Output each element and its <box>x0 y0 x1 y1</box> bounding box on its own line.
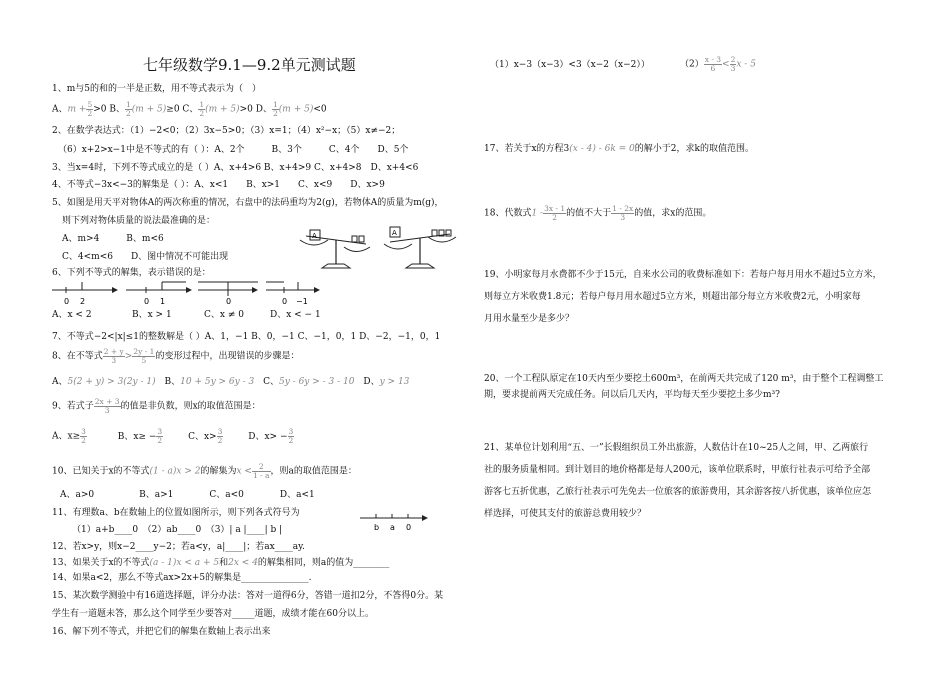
fraction: $\frac{1}{2}$ <box>199 100 205 118</box>
question-1: 1、m与5的和的一半是正数，用不等式表示为（ ） <box>52 84 261 94</box>
svg-text:1: 1 <box>160 297 166 306</box>
question-8: 8、在不等式 $\frac{2 + y}{3}$ > $\frac{2y - 1}{5}$ 的变形过程中，出现错误的步骤是： <box>52 347 300 365</box>
question-21-line3: 游客七五折优惠，乙旅行社表示可先免去一位旅客的旅游费用，其余游客按八折优惠，该单位应怎 <box>484 487 872 497</box>
question-15: 15、某次数学测验中有16道选择题，评分办法：答对一道得6分，答错一道扣2分，不答得0分。某 <box>52 591 444 601</box>
question-21-line2: 社的服务质量相同。到计划目的地价格都是每人200元，该单位联系时，甲旅行社表示可给予全部 <box>484 465 871 475</box>
question-19: 19、小明家每月水费都不少于15元，自来水公司的收费标准如下：若每户每月用水不超过5立方米， <box>484 270 882 280</box>
label-zero: 0 <box>406 523 412 532</box>
question-2-options: （6）x+2>x−1中是不等式的有（ ）：A、2个 B、3个 C、4个 D、5个 <box>58 145 409 155</box>
page-title: 七年级数学9.1—9.2单元测试题 <box>143 56 356 74</box>
numline-a <box>52 282 118 306</box>
question-5-options-ab: A、m>4 B、m<6 <box>62 234 164 244</box>
question-18: 18、代数式1 - $\frac{3x - 1}{2}$ 的值不大于 $\frac{1 - 2x}{3}$ 的值，求x的范围。 <box>484 204 712 222</box>
svg-text:0: 0 <box>282 297 288 306</box>
numline-d <box>266 282 320 306</box>
question-7: 7、不等式−2<|x|≤1的整数解是（ ）A、1，−1 B、0，−1 C、−1，0，1 D、−2，−1，0，1 <box>52 332 441 342</box>
option-c-label: ≥0 C、 <box>166 104 199 115</box>
question-5: 5、如图是用天平对物体A的两次称重的情况，右盘中的法码重均为2(g)，若物体A的质量为m(g)， <box>52 198 444 208</box>
q6-number-lines <box>52 282 322 308</box>
question-13: 13、如果关于x的不等式(a - 1)x < a + 5和2x < 4的解集相同，则a的值为________ <box>52 558 390 568</box>
math-expr: (m + 5) <box>131 104 167 115</box>
q6-option-d: D、x < − 1 <box>270 310 321 320</box>
balance-scales-figure <box>298 222 458 274</box>
question-4: 4、不等式−3x<−3的解集是（ ）：A、x<1 B、x>1 C、x<9 D、x>9 <box>52 180 385 190</box>
fraction: $\frac{1}{2}$ <box>125 100 131 118</box>
question-16: 16、解下列不等式，并把它们的解集在数轴上表示出来 <box>52 627 271 637</box>
question-11: 11、有理数a、b在数轴上的位置如图所示，则下列各式符号为 <box>52 508 300 518</box>
question-3: 3、当x=4时，下列不等式成立的是（ ）A、x+4>6 B、x+4>9 C、x+4>8 D、x+4<6 <box>52 163 419 173</box>
question-2: 2、在数学表达式：（1）−2<0；（2）3x−5>0；（3）x=1；（4）x²−x；（5）x≠−2； <box>52 126 401 136</box>
q11-number-line <box>360 512 430 536</box>
question-21: 21、某单位计划利用“五、一”长假组织员工外出旅游，人数估计在10~25人之间，甲、乙两旅行 <box>484 443 869 453</box>
question-9: 9、若式子 $\frac{2x + 3}{3}$ 的值是非负数，则x的取值范围是： <box>52 397 261 415</box>
question-6: 6、下列不等式的解集，表示错误的是： <box>52 268 211 278</box>
question-19-line3: 月用水量至少是多少？ <box>484 314 575 324</box>
question-14: 14、如果a<2，那么不等式ax>2x+5的解集是_______________. <box>52 573 312 583</box>
question-19-line2: 则每立方米收费1.8元；若每户每月用水超过5立方米，则超出部分每立方米收费2元，小明家每 <box>484 292 861 302</box>
question-15-line2: 学生有一道题未答，那么这个同学至少要答对_____道题，成绩才能在60分以上。 <box>52 609 374 619</box>
question-16-part2: （2） $\frac{x - 3}{6}$ < $\frac{2}{3}$ x - 5 <box>680 55 756 73</box>
option-d-label: >0 D、 <box>239 104 272 115</box>
question-5-options-cd: C、4<m<6 D、图中情况不可能出现 <box>62 252 229 262</box>
option-end: <0 <box>313 104 327 115</box>
question-8-options: A、5(2 + y) > 3(2y - 1) B、10 + 5y > 6y - 3 C、5y - 6y > - 3 - 10 D、y > 13 <box>52 377 410 387</box>
object-a-label: A <box>312 232 317 240</box>
scale-2 <box>384 227 456 268</box>
option-a-label: A、 <box>52 104 68 115</box>
option-b-label: >0 B、 <box>93 104 125 115</box>
math-expr: (m + 5) <box>205 104 240 115</box>
question-20: 20、一个工程队原定在10天内至少要挖土600m³，在前两天共完成了120 m³，由于整个工程调整工 <box>484 374 884 384</box>
numline-b <box>126 282 192 306</box>
numline-c <box>198 282 258 306</box>
question-16-part1: （1）x−3（x−3）<3（x−2（x−2）） <box>490 60 650 70</box>
svg-text:−1: −1 <box>296 297 308 306</box>
question-12: 12、若x>y，则x−2____y−2；若a<y，a|____|；若ax____ay. <box>52 542 305 552</box>
svg-text:0: 0 <box>226 297 232 306</box>
q6-option-b: B、x > 1 <box>132 310 172 320</box>
question-10: 10、已知关于x的不等式(1 - a)x > 2的解集为x < $\frac{2}{1 - a}$ ，则a的取值范围是： <box>52 462 357 480</box>
question-10-options: A、a>0 B、a>1 C、a<0 D、a<1 <box>60 490 315 500</box>
fraction: $\frac{1}{2}$ <box>273 100 278 118</box>
svg-text:0: 0 <box>64 297 70 306</box>
question-9-options: A、x≥ $\frac{3}{2}$ B、x≥ − $\frac{3}{2}$ C、x> $\frac{3}{2}$ D、x> − $\frac{3}{2}$ <box>52 427 294 445</box>
question-11-parts: （1）a+b____0 （2）ab____0 （3）| a |____| b | <box>72 525 283 535</box>
svg-text:0: 0 <box>144 297 150 306</box>
math-expr: m + <box>67 104 87 115</box>
question-17: 17、若关于x的方程3(x - 4) - 6k = 0的解小于2，求k的取值范围。 <box>484 144 754 154</box>
svg-text:2: 2 <box>80 297 86 306</box>
math-expr: (m + 5) <box>278 104 314 115</box>
question-1-options <box>52 101 327 117</box>
object-a-label-2: A <box>392 229 397 237</box>
label-b: b <box>374 523 380 532</box>
q6-option-a: A、x < 2 <box>52 310 92 320</box>
question-20-line2: 期，要求提前两天完成任务。问以后几天内，平均每天至少要挖土多少m³? <box>484 390 780 400</box>
question-5-line2: 则下列对物体质量的说法最准确的是： <box>62 216 216 226</box>
scale-1 <box>300 230 370 268</box>
question-21-line4: 样选择，可使其支付的旅游总费用较少？ <box>484 509 647 519</box>
label-a: a <box>390 523 395 532</box>
fraction: $\frac{5}{2}$ <box>87 100 93 118</box>
q6-option-c: C、x ≠ 0 <box>204 310 244 320</box>
